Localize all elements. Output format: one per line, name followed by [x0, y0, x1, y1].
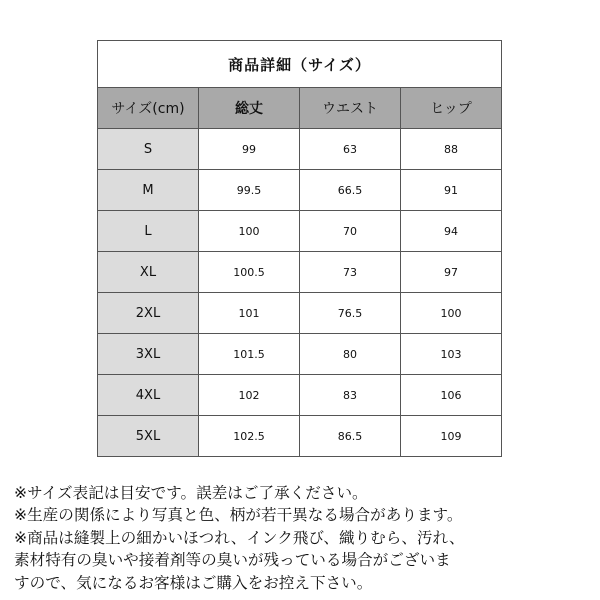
hip-cell: 97 [401, 252, 502, 293]
note-line: ※生産の関係により写真と色、柄が若干異なる場合があります。 [14, 506, 463, 525]
waist-cell: 83 [300, 375, 401, 416]
length-cell: 101 [199, 293, 300, 334]
note-line: 素材特有の臭いや接着剤等の臭いが残っている場合がございま [14, 551, 451, 570]
size-cell: 3XL [98, 334, 199, 375]
length-cell: 100 [199, 211, 300, 252]
header-length: 総丈 [199, 88, 300, 129]
hip-cell: 94 [401, 211, 502, 252]
size-table [97, 40, 502, 457]
table-row [98, 211, 502, 252]
size-cell: 2XL [98, 293, 199, 334]
waist-cell: 80 [300, 334, 401, 375]
hip-cell: 100 [401, 293, 502, 334]
table-row [98, 252, 502, 293]
hip-cell: 103 [401, 334, 502, 375]
hip-cell: 91 [401, 170, 502, 211]
hip-cell: 109 [401, 416, 502, 457]
length-cell: 102.5 [199, 416, 300, 457]
note-line: すので、気になるお客様はご購入をお控え下さい。 [14, 573, 373, 592]
size-cell: L [98, 211, 199, 252]
size-cell: M [98, 170, 199, 211]
length-cell: 100.5 [199, 252, 300, 293]
length-cell: 99.5 [199, 170, 300, 211]
size-cell: XL [98, 252, 199, 293]
note-line: ※商品は縫製上の細かいほつれ、インク飛び、織りむら、汚れ、 [14, 528, 465, 547]
length-cell: 101.5 [199, 334, 300, 375]
header-size: サイズ(cm) [98, 88, 199, 129]
note-line: ※サイズ表記は目安です。誤差はご了承ください。 [14, 484, 368, 502]
waist-cell: 70 [300, 211, 401, 252]
waist-cell: 63 [300, 129, 401, 170]
table-row [98, 375, 502, 416]
table-header-row [98, 88, 502, 129]
waist-cell: 76.5 [300, 293, 401, 334]
notes-block [14, 482, 594, 594]
table-row [98, 170, 502, 211]
waist-cell: 86.5 [300, 416, 401, 457]
table-row [98, 334, 502, 375]
waist-cell: 73 [300, 252, 401, 293]
size-cell: 4XL [98, 375, 199, 416]
hip-cell: 88 [401, 129, 502, 170]
table-row [98, 129, 502, 170]
waist-cell: 66.5 [300, 170, 401, 211]
length-cell: 102 [199, 375, 300, 416]
table-title: 商品詳細（サイズ） [98, 41, 502, 88]
size-cell: S [98, 129, 199, 170]
table-row [98, 416, 502, 457]
table-title-row [98, 41, 502, 88]
hip-cell: 106 [401, 375, 502, 416]
header-waist: ウエスト [300, 88, 401, 129]
length-cell: 99 [199, 129, 300, 170]
header-hip: ヒップ [401, 88, 502, 129]
size-cell: 5XL [98, 416, 199, 457]
table-row [98, 293, 502, 334]
